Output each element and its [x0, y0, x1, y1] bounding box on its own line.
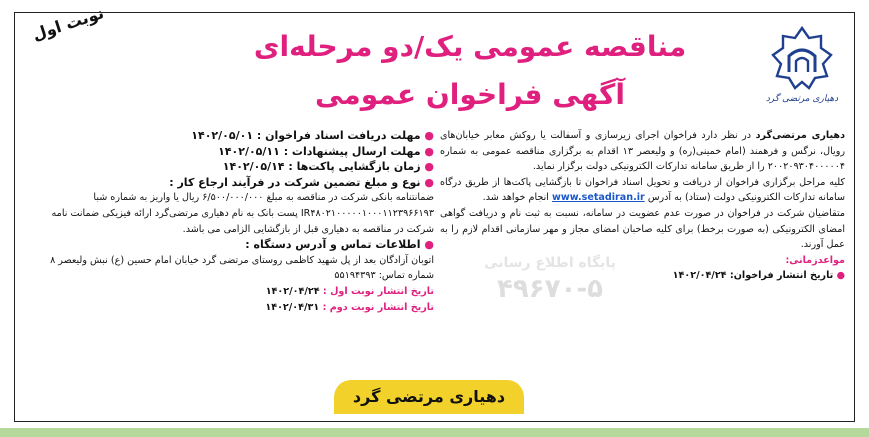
- page-title: مناقصه عمومی یک/دو مرحله‌ای: [253, 30, 687, 63]
- deadline-docs-row: [28, 128, 434, 144]
- bullet-icon: ●: [424, 238, 434, 252]
- first-pub-value: ۱۴۰۲/۰۴/۲۴: [265, 285, 320, 297]
- bullet-icon: ●: [424, 175, 434, 189]
- watermark-text: پایگاه اطلاع رسانی: [484, 255, 616, 271]
- setad-link[interactable]: www.setadiran.ir: [551, 192, 645, 204]
- process-text-a: کلیه مراحل برگزاری فراخوان از دریافت و تحویل اسناد فراخوان تا بازگشایی پاکت‌ها از طریق درگاه سامانه تدارکات الکترونیکی دولت (ستاد) به آدرس: [440, 176, 845, 204]
- logo-caption: دهیاری مرتضی گرد: [765, 94, 839, 104]
- opening-label: زمان بازگشایی پاکت‌ها :: [288, 160, 421, 174]
- guarantee-heading: نوع و مبلغ تضمین شرکت در فرآیند ارجاع کار :: [169, 175, 421, 189]
- deadline-docs-value: ۱۴۰۲/۰۵/۰۱: [191, 129, 254, 142]
- second-pub-label: تاریخ انتشار نوبت دوم :: [322, 301, 434, 313]
- watermark-number: ۴۹۶۷۰-۵: [496, 274, 603, 304]
- second-pub-value: ۱۴۰۲/۰۴/۳۱: [265, 301, 320, 313]
- first-pub-label: تاریخ انتشار نوبت اول :: [322, 285, 434, 297]
- deadline-offers-label: مهلت ارسال پیشنهادات :: [283, 144, 421, 158]
- publish-date: ۱۴۰۲/۰۴/۲۴: [672, 270, 727, 282]
- bullet-icon: ●: [424, 144, 434, 158]
- intro-org: دهیاری مرتضی‌گرد: [755, 130, 846, 141]
- notice-left-column: [28, 128, 434, 315]
- deadline-offers-value: ۱۴۰۲/۰۵/۱۱: [218, 144, 280, 158]
- organization-logo: [763, 26, 841, 114]
- dates-heading: مواعدزمانی:: [785, 254, 845, 266]
- second-pub-row: [28, 300, 434, 316]
- guarantee-text: ضمانتنامه بانکی شرکت در مناقصه به مبلغ ۶/۵۰۰/۰۰۰/۰۰۰ ریال یا واریز به شماره شبا IR۴۸۰۲۱۰۰۰۰۰۱۰۰۰۱۱۲۳۹۶۶۱۹۳ پست بانک به نام دهیاری مرتضی‌گرد ارائه فیزیکی ضمانت نامه شرکت در مناقصه به دهیاری قبل از بازگشایی الزامی می باشد.: [51, 192, 434, 235]
- first-pub-row: [28, 284, 434, 300]
- opening-row: [28, 159, 434, 175]
- notice-right-column: [440, 128, 845, 284]
- contact-heading-row: [28, 237, 434, 253]
- guarantee-heading-row: [28, 175, 434, 191]
- process-text-b: انجام خواهد شد.: [482, 192, 549, 204]
- page-subtitle: آگهی فراخوان عمومی: [315, 78, 625, 111]
- bullet-icon: ●: [424, 129, 434, 142]
- house-arch-logo-icon: [763, 26, 841, 92]
- intro-paragraph: [440, 128, 845, 175]
- bullet-icon: ●: [836, 270, 845, 282]
- register-paragraph: متقاضیان شرکت در فراخوان در صورت عدم عضویت در سامانه، نسبت به ثبت نام و دریافت گواهی امضای الکترونیکی (به صورت برخط) برای کلیه صاحبان امضای مجاز و مهر سازمانی اقدام لازم را به عمل آورند.: [440, 207, 845, 251]
- opening-value: ۱۴۰۲/۰۵/۱۴: [222, 160, 285, 174]
- footer-organization-label: دهیاری مرتضی گرد: [334, 380, 524, 414]
- publish-label: تاریخ انتشار فراخوان:: [729, 270, 834, 282]
- deadline-docs-label: مهلت دریافت اسناد فراخوان :: [256, 129, 421, 142]
- deadline-offers-row: [28, 144, 434, 160]
- turn-label: نوبت اول: [30, 3, 107, 45]
- bottom-color-strip: [0, 428, 869, 437]
- publish-date-row: [440, 268, 845, 284]
- intro-text: در نظر دارد فراخوان اجرای زیرسازی و آسفالت یا روکش معابر خیابان‌های رویال، نرگس و فرهمند (امام خمینی(ره) و ولیعصر ۱۳ اقدام به برگزاری مناقصه عمومی به شماره ۲۰۰۲۰۹۳۰۴۰۰۰۰۰۴ را از طریق سامانه تدارکات الکترونیکی دولت برگزار نماید.: [440, 130, 845, 173]
- contact-heading: اطلاعات تماس و آدرس دستگاه :: [245, 238, 421, 252]
- contact-text: اتوبان آزادگان بعد از پل شهید کاظمی روستای مرتضی گرد خیابان امام حسین (ع) نبش ولیعصر ۸ شماره تماس: ۵۵۱۹۴۳۹۳: [50, 254, 434, 282]
- process-paragraph: [440, 175, 845, 206]
- bullet-icon: ●: [424, 160, 434, 174]
